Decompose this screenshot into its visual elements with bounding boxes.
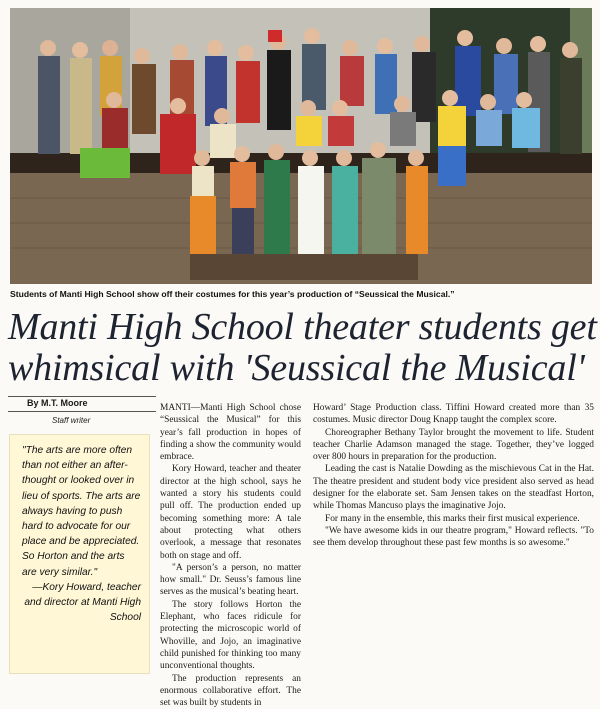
headline-line-2: whimsical with 'Seussical the Musical' (8, 347, 585, 389)
paragraph: "We have awesome kids in our theatre program," Howard reflects. "To see them develop throughout these past few months is so awesome." (313, 525, 594, 549)
paragraph: For many in the ensemble, this marks their first musical experience. (325, 513, 580, 524)
headline-line-1: Manti High School theater students get (8, 306, 597, 348)
byline-rule-top (8, 396, 156, 397)
article-column-1 (160, 402, 301, 709)
paragraph: The story follows Horton the Elephant, who faces ridicule for protecting the microscopic world of Whoville, and Jojo, an imaginative child punished for thinking too many unconventional thoughts. (160, 599, 301, 672)
byline-rule (8, 411, 156, 412)
staff-label: Staff writer (52, 416, 91, 425)
byline: By M.T. Moore (27, 398, 88, 408)
pull-quote-attribution: —Kory Howard, teacher and director at Manti High School (24, 581, 141, 624)
paragraph: "A person’s a person, no matter how small." Dr. Seuss’s famous line serves as the musical’s beating heart. (160, 562, 301, 598)
pull-quote (9, 434, 150, 674)
pull-quote-text: "The arts are more often than not either an after-thought or looked over in lieu of sports. The arts are always having to push hard to advocate for our place and be appreciated. So Horton and the arts are very similar." (22, 445, 141, 578)
paragraph: Leading the cast is Natalie Dowding as the mischievous Cat in the Hat. The theatre president and student body vice president also served as head designer for the elaborate set. Sam Jensen takes on the steadfast Horton, while Thomas Mancuso plays the imaginative Jojo. (313, 464, 594, 512)
cast-photo (10, 8, 592, 284)
photo-caption: Students of Manti High School show off their costumes for this year’s production of “Seussical the Musical.” (10, 289, 455, 299)
paragraph: MANTI—Manti High School chose “Seussical the Musical” for this year’s fall production in hopes of finding a show the community would embrace. (160, 403, 301, 463)
article-column-2 (313, 402, 594, 550)
paragraph: Howard’ Stage Production class. Tiffini Howard created more than 35 costumes. Music director Doug Knapp taught the complex score. (313, 403, 594, 426)
paragraph: The production represents an enormous collaborative effort. The set was built by students in (160, 673, 301, 709)
cast-photo-illustration (10, 8, 592, 284)
paragraph: Choreographer Bethany Taylor brought the movement to life. Student teacher Charlie Adamson managed the stage. Together, they’ve logged over 800 hours in preparation for the production. (313, 427, 594, 463)
headline (8, 307, 598, 389)
paragraph: Kory Howard, teacher and theater director at the high school, says he wanted a story his students could pull off. The production ended up becoming something more: A tale about protecting what others overlook, a message that resonates both on stage and off. (160, 464, 301, 561)
